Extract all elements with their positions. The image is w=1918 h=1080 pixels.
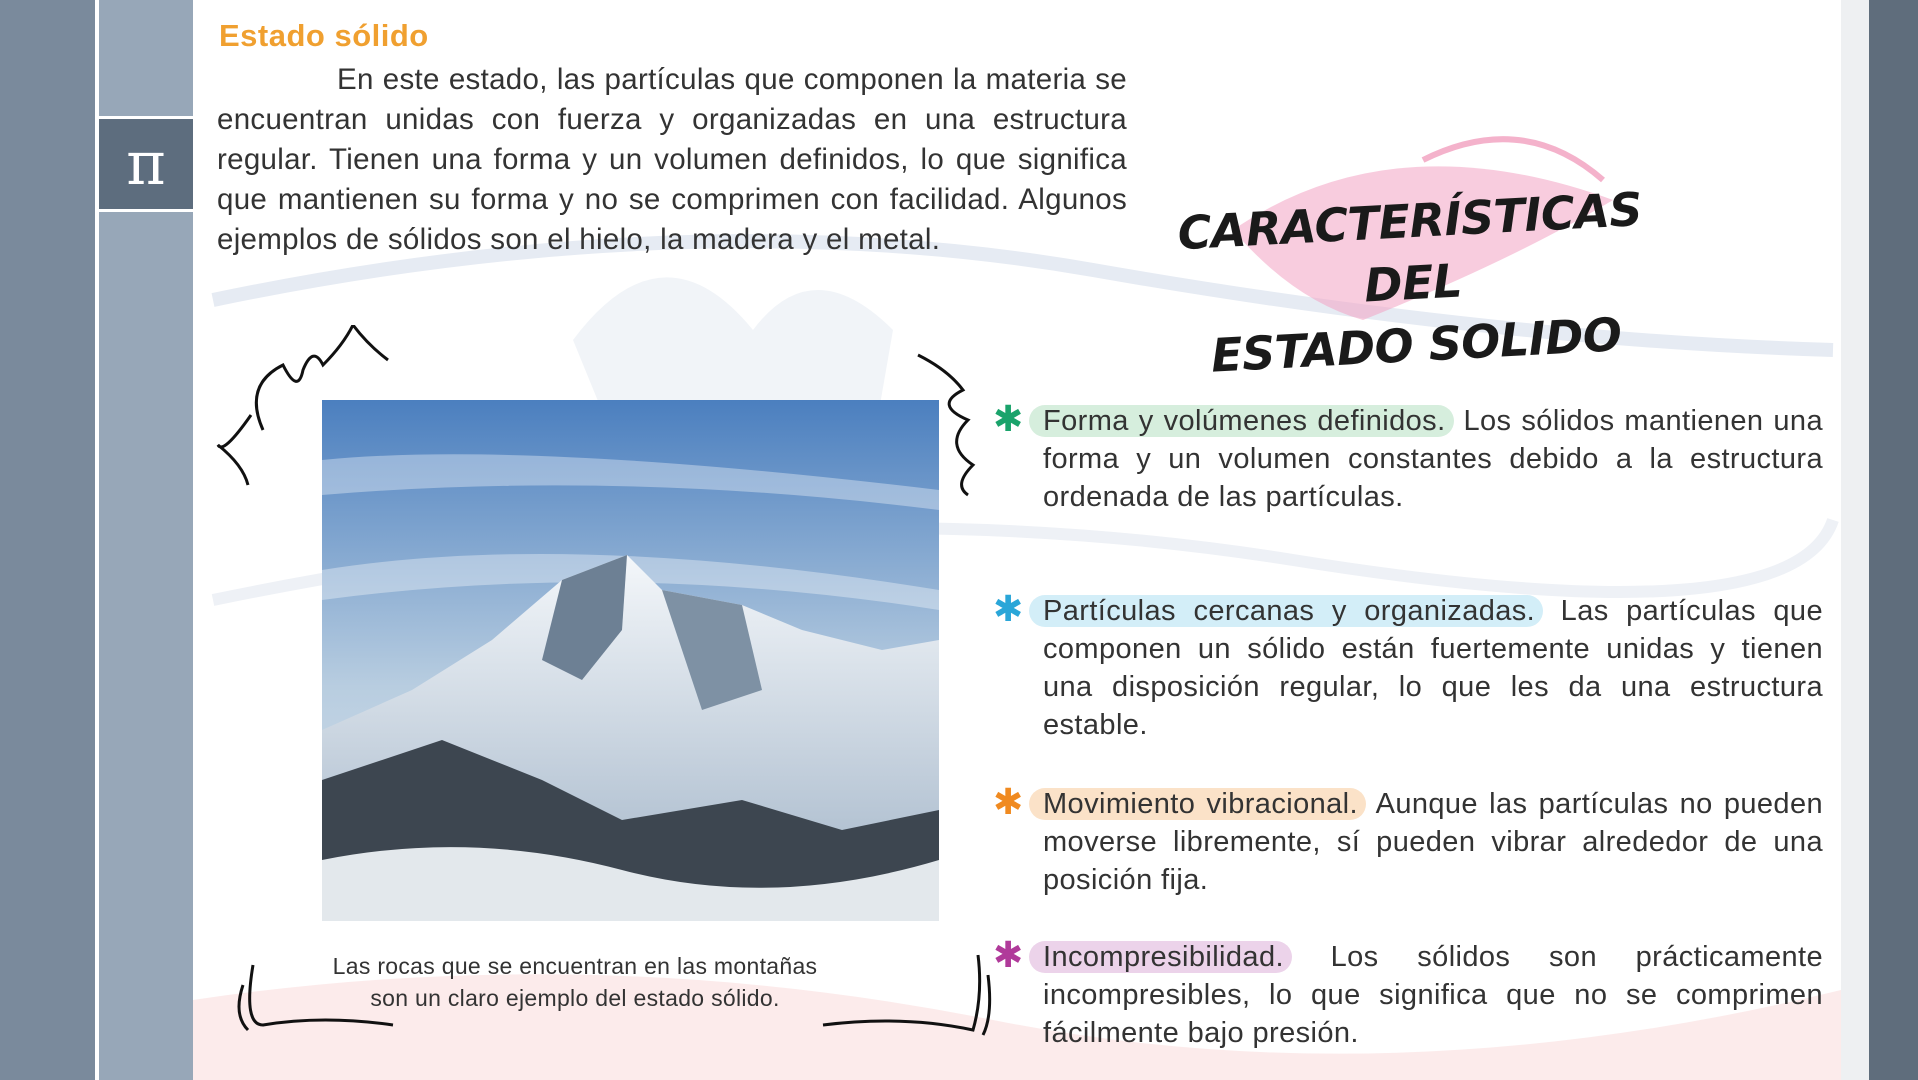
characteristics-heading: [1153, 181, 1673, 383]
item-term: Partículas cercanas y organizadas.: [1029, 595, 1543, 627]
asterisk-icon: ✱: [993, 782, 1024, 823]
item-term: Movimiento vibracional.: [1029, 788, 1366, 820]
section-title: Estado sólido: [219, 18, 429, 53]
pi-badge: [99, 116, 193, 212]
heading-line-2: ESTADO SOLIDO: [1209, 307, 1623, 383]
heading-text: [1148, 177, 1677, 390]
document-page: [193, 0, 1841, 1080]
right-frame-strip: [1869, 0, 1918, 1080]
item-text: [1043, 592, 1823, 744]
asterisk-icon: ✱: [993, 589, 1024, 630]
item-description: Los sólidos son prácticamente incompresibles, lo que significa que no se comprimen fácilmente bajo presión.: [1043, 941, 1823, 1049]
photo-caption: [275, 950, 875, 1014]
item-text: [1043, 402, 1823, 516]
pi-icon: π: [126, 129, 166, 199]
item-description: Aunque las partículas no pueden moverse libremente, sí pueden vibrar alrededor de una posición fija.: [1043, 788, 1824, 896]
item-term: Incompresibilidad.: [1029, 941, 1292, 973]
left-frame-strip: [0, 0, 95, 1080]
item-text: [1043, 785, 1823, 899]
caption-line-1: Las rocas que se encuentran en las montañas: [332, 953, 818, 979]
photo-frame: [203, 325, 1003, 1045]
body-paragraph: En este estado, las partículas que componen la materia se encuentran unidas con fuerza y organizadas en una estructura regular. Tienen una forma y un volumen definidos, lo que significa que mantienen su forma y no se comprimen con facilidad. Algunos ejemplos de sólidos son el hielo, la madera y el metal.: [217, 63, 1127, 256]
item-text: [1043, 938, 1823, 1052]
caption-line-2: son un claro ejemplo del estado sólido.: [370, 985, 780, 1011]
mountain-photo: [322, 400, 939, 921]
item-term: Forma y volúmenes definidos.: [1029, 405, 1454, 437]
asterisk-icon: ✱: [993, 935, 1024, 976]
item-description: Los sólidos mantienen una forma y un volumen constantes debido a la estructura ordenada de las partículas.: [1043, 405, 1823, 513]
asterisk-icon: ✱: [993, 399, 1024, 440]
right-inner-strip: [1841, 0, 1869, 1080]
item-description: Las partículas que componen un sólido están fuertemente unidas y tienen una disposición regular, lo que les da una estructura estable.: [1043, 595, 1823, 741]
heading-line-1: CARACTERÍSTICAS DEL: [1176, 181, 1644, 313]
